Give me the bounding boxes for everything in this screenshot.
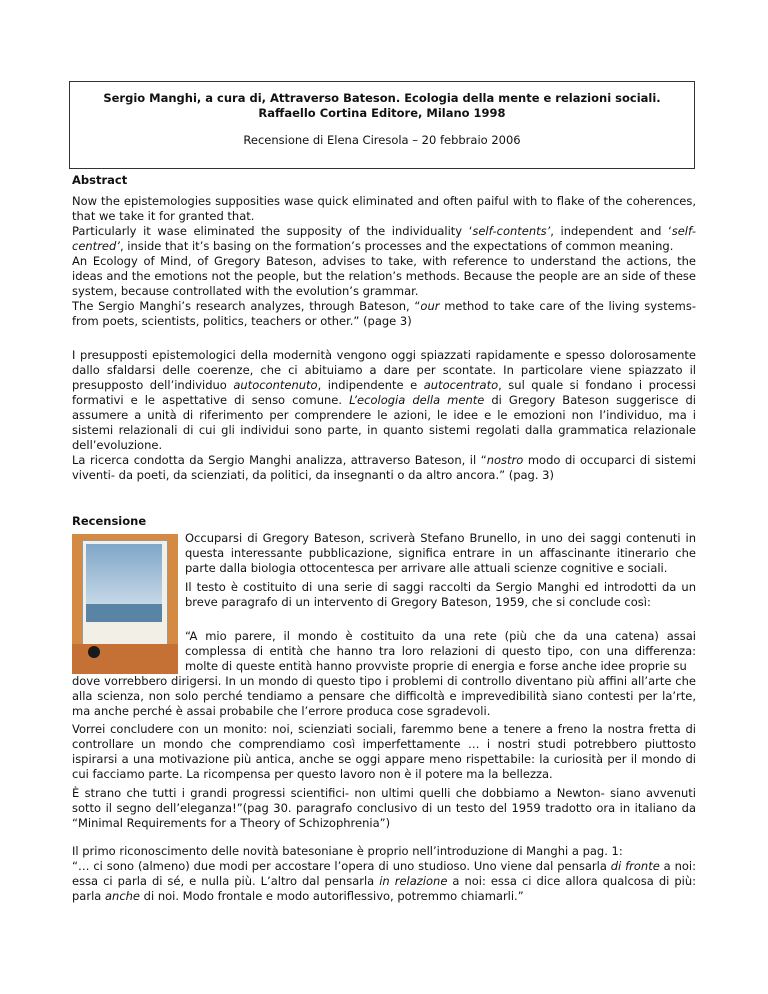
abstract-heading: Abstract	[72, 173, 128, 187]
abstract-en-p2: Particularly it wase eliminated the supposity of the individuality ‘self-contents’, independent and ‘self-centred’, inside that it’s basing on the formation’s processes and the expectations of common meaning.	[72, 224, 696, 253]
recensione-p5-quote: “… ci sono (almeno) due modi per accostare l’opera di uno studioso. Uno viene dal pensarla di fronte a noi: essa ci parla di sé, e nulla più. L’altro dal pensarla in relazione a noi: essa ci dice allora qualcosa di più: parla anche di noi. Modo frontale e modo autoriflessivo, potremmo chiamarli.”	[72, 859, 696, 903]
quote-full: dove vorrebbero dirigersi. In un mondo di questo tipo i problemi di controllo diventano più affini all’arte che alla scienza, non solo perché tendiamo a pensare che difficoltà e imprevedibilità siano contesti per la’rte, ma anche perché è assai probabile che l’errore produca cose sgradevoli.	[72, 674, 696, 718]
recensione-p5-intro: Il primo riconoscimento delle novità batesoniane è proprio nell’introduzione di Manghi a pag. 1:	[72, 844, 623, 858]
recensione-heading: Recensione	[72, 514, 147, 528]
abstract-en-p1: Now the epistemologies supposities wase quick eliminated and often paiful with to flake of the coherences, that we take it for granted that.	[72, 194, 696, 223]
abstract-en-p4: The Sergio Manghi’s research analyzes, through Bateson, “our method to take care of the living systems-from poets, scientists, politics, teachers or other.” (page 3)	[72, 299, 696, 328]
bateson-quote	[72, 629, 696, 719]
citation-box	[69, 81, 695, 169]
recensione-p4: È strano che tutti i grandi progressi scientifici- non ultimi quelli che dobbiamo a Newton- siano avvenuti sotto il segno dell’eleganza!”(pag 30. paragrafo conclusivo di un testo del 1959 tradotto ora in italiano da “Minimal Requirements for a Theory of Schizophrenia”)	[72, 786, 696, 830]
recensione-p3: Vorrei concludere con un monito: noi, scienziati sociali, faremmo bene a tenere a freno la nostra fretta di controllare un mondo che comprendiamo così imperfettamente … i nostri studi potrebbero piuttosto ispirarsi a una motivazione più antica, anche se oggi appare meno rispettabile: la curiosità per il mondo di cui facciamo parte. La ricompensa per questo lavoro non è il potere ma la bellezza.	[72, 722, 696, 781]
recensione-p1: Occuparsi di Gregory Bateson, scriverà Stefano Brunello, in uno dei saggi contenuti in questa interessante pubblicazione, significa entrare in un affascinante itinerario che parte dalla biologia ottocentesca per arrivare alle attuali scienze cognitive e sociali.	[185, 531, 696, 575]
recensione-p5	[72, 844, 696, 904]
review-byline: Recensione di Elena Ciresola – 20 febbraio 2006	[243, 133, 521, 147]
title-line-1: Sergio Manghi, a cura di, Attraverso Bateson. Ecologia della mente e relazioni sociali.	[103, 91, 661, 105]
abstract-italian	[72, 348, 696, 483]
abstract-it-p2: La ricerca condotta da Sergio Manghi analizza, attraverso Bateson, il “nostro modo di occuparci di sistemi viventi- da poeti, da scienziati, da politici, da insegnanti o da altro ancora.” (pag. 3)	[72, 453, 696, 482]
abstract-english	[72, 194, 696, 329]
abstract-it-p1: I presupposti epistemologici della modernità vengono oggi spiazzati rapidamente e spesso dolorosamente dallo sfaldarsi delle coerenze, che ci abituiamo a dare per scontate. In particolare viene spiazzato il presupposto dell’individuo autocontenuto, indipendente e autocentrato, sul quale si fondano i processi formativi e le aspettative di senso comune. L’ecologia della mente di Gregory Bateson suggerisce di assumere a unità di riferimento per comprendere le azioni, le idee e le emozioni non l’individuo, ma i sistemi relazionali di cui gli individui sono parte, in quanto sistemi regolati dalla grammatica relazionale dell’evoluzione.	[72, 348, 696, 452]
recensione-p2: Il testo è costituito di una serie di saggi raccolti da Sergio Manghi ed introdotti da un breve paragrafo di un intervento di Gregory Bateson, 1959, che si conclude così:	[185, 580, 696, 609]
title-line-2: Raffaello Cortina Editore, Milano 1998	[258, 106, 506, 120]
book-title	[70, 91, 694, 121]
quote-indented: “A mio parere, il mondo è costituito da una rete (più che da una catena) assai complessa di entità che hanno tra loro relazioni di questo tipo, con una differenza: molte di queste entità hanno provviste proprie di energia e forse anche idee proprie su	[185, 629, 696, 673]
abstract-en-p3: An Ecology of Mind, of Gregory Bateson, advises to take, with reference to understand the actions, the ideas and the emotions not the people, but the relation’s methods. Because the people are an side of these system, because controllated with the evolution’s grammar.	[72, 254, 696, 298]
